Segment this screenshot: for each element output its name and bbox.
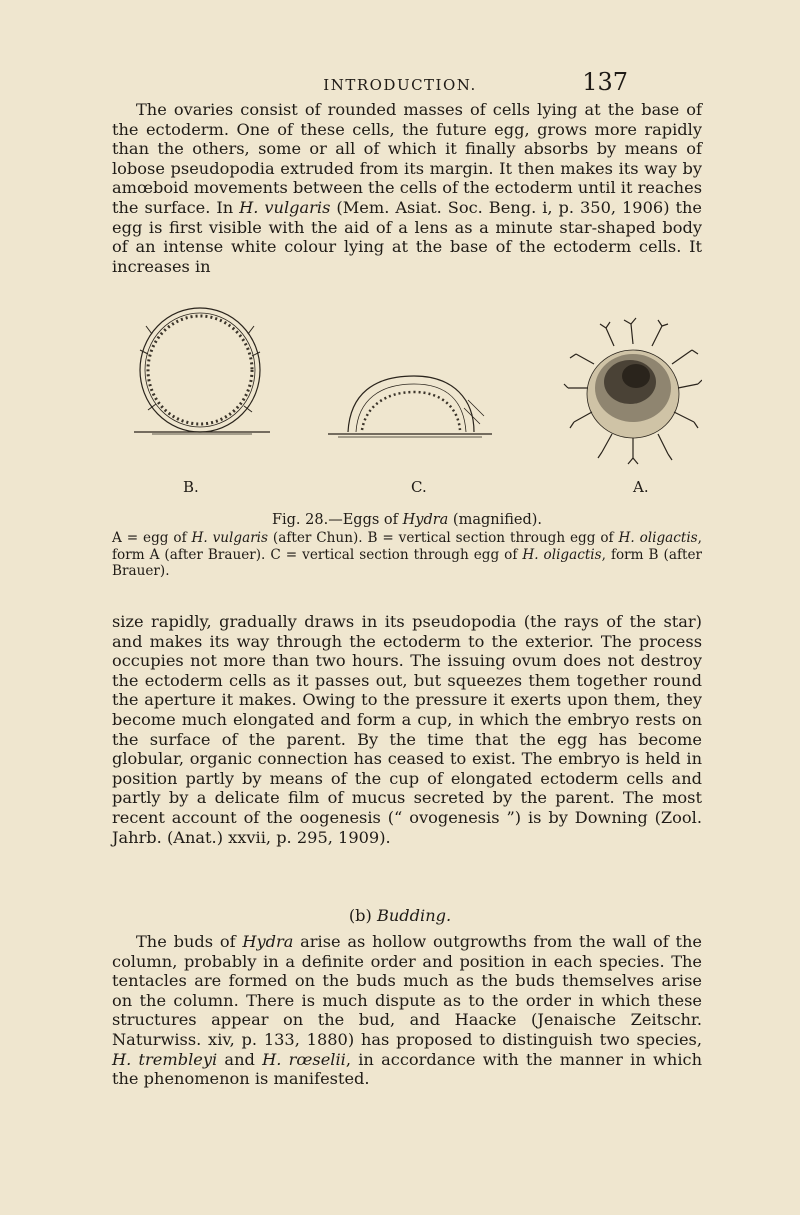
p1-text-1: The ovaries consist of rounded masses of cells lying at the base of the ectoderm. One of these cells, the future egg, grows more rapidly than the others, some or all of which it finally absorbs by means of lobose pseudopodia extruded from its margin. It then makes its way by amœboid movements between the cells of the ectoderm until it reaches the surface. In bbox=[112, 100, 702, 217]
p3-species-1: H. trembleyi bbox=[112, 1049, 218, 1069]
p3-text-3: and bbox=[217, 1049, 263, 1069]
figure-label-a: A. bbox=[633, 478, 649, 496]
caption-species-3: H. oligactis bbox=[522, 546, 602, 563]
section-title: Budding. bbox=[376, 906, 452, 925]
figure-28 bbox=[112, 284, 702, 508]
figure-caption-title bbox=[112, 512, 702, 528]
figure-illustration bbox=[112, 284, 702, 508]
running-head bbox=[0, 64, 800, 96]
paragraph-budding bbox=[112, 932, 702, 1089]
caption-title-2: (magnified). bbox=[448, 512, 543, 528]
p3-text-1: The buds of bbox=[136, 932, 243, 951]
section-heading bbox=[0, 906, 800, 925]
p3-text-2: arise as hollow outgrowths from the wall of the column, probably in a definite order and position in each species. The tentacles are formed on the buds much as the buds themselves arise on the column. There is much dispute as to the order in which these structures appear on the bud, and Haacke (Jenaische Zeitschr. Naturwiss. xiv, p. 133, 1880) has proposed to distinguish two species, bbox=[112, 932, 702, 1049]
p3-species-2: H. rœselii bbox=[262, 1049, 346, 1069]
caption-part-2: (after Chun). B = vertical section through egg of bbox=[268, 530, 619, 546]
egg-c-illustration bbox=[328, 376, 492, 437]
paragraph-egg-growth: size rapidly, gradually draws in its pseudopodia (the rays of the star) and makes its way through the ectoderm to the exterior. The process occupies not more than two hours. The issuing ovum does not destroy the ectoderm cells as it passes out, but squeezes them together round the aperture it makes. Owing to the pressure it exerts upon them, they become much elongated and form a cup, in which the embryo rests on the surface of the parent. By the time that the egg has become globular, organic connection has ceased to exist. The embryo is held in position partly by means of the cup of elongated ectoderm cells and partly by a delicate film of mucus secreted by the parent. The most recent account of the oogenesis (“ ovogenesis ”) is by Downing (Zool. Jahrb. (Anat.) xxvii, p. 295, 1909). bbox=[112, 612, 702, 847]
running-title: INTRODUCTION. bbox=[323, 76, 477, 94]
p1-species: H. vulgaris bbox=[239, 197, 331, 217]
egg-a-illustration bbox=[564, 318, 702, 464]
p3-genus: Hydra bbox=[242, 932, 294, 951]
section-prefix: (b) bbox=[348, 906, 377, 925]
figure-label-b: B. bbox=[183, 478, 199, 496]
p1-text-2: (Mem. Asiat. Soc. Beng. i, p. 350, 1906) the egg is first visible with the aid of a lens as a minute star-shaped body of an intense white colour lying at the base of the ectoderm cells. It increases in bbox=[112, 197, 702, 276]
caption-species-2: H. oligactis bbox=[618, 530, 698, 546]
caption-part-1: A = egg of bbox=[112, 530, 192, 546]
caption-part-3: , form A (after Brauer). C = vertical section through egg of bbox=[112, 530, 702, 563]
caption-species-1: H. vulgaris bbox=[191, 530, 269, 546]
caption-part-4: , form B (after Brauer). bbox=[112, 546, 702, 579]
figure-label-c: C. bbox=[411, 478, 427, 496]
egg-b-illustration bbox=[134, 308, 270, 434]
p3-text-4: , in accordance with the manner in which the phenomenon is manifested. bbox=[112, 1049, 703, 1089]
figure-caption bbox=[112, 530, 702, 580]
page-number: 137 bbox=[582, 68, 628, 96]
paragraph-ovaries bbox=[112, 100, 702, 276]
caption-title-1: Fig. 28.—Eggs of bbox=[271, 512, 403, 528]
caption-title-genus: Hydra bbox=[402, 512, 449, 528]
